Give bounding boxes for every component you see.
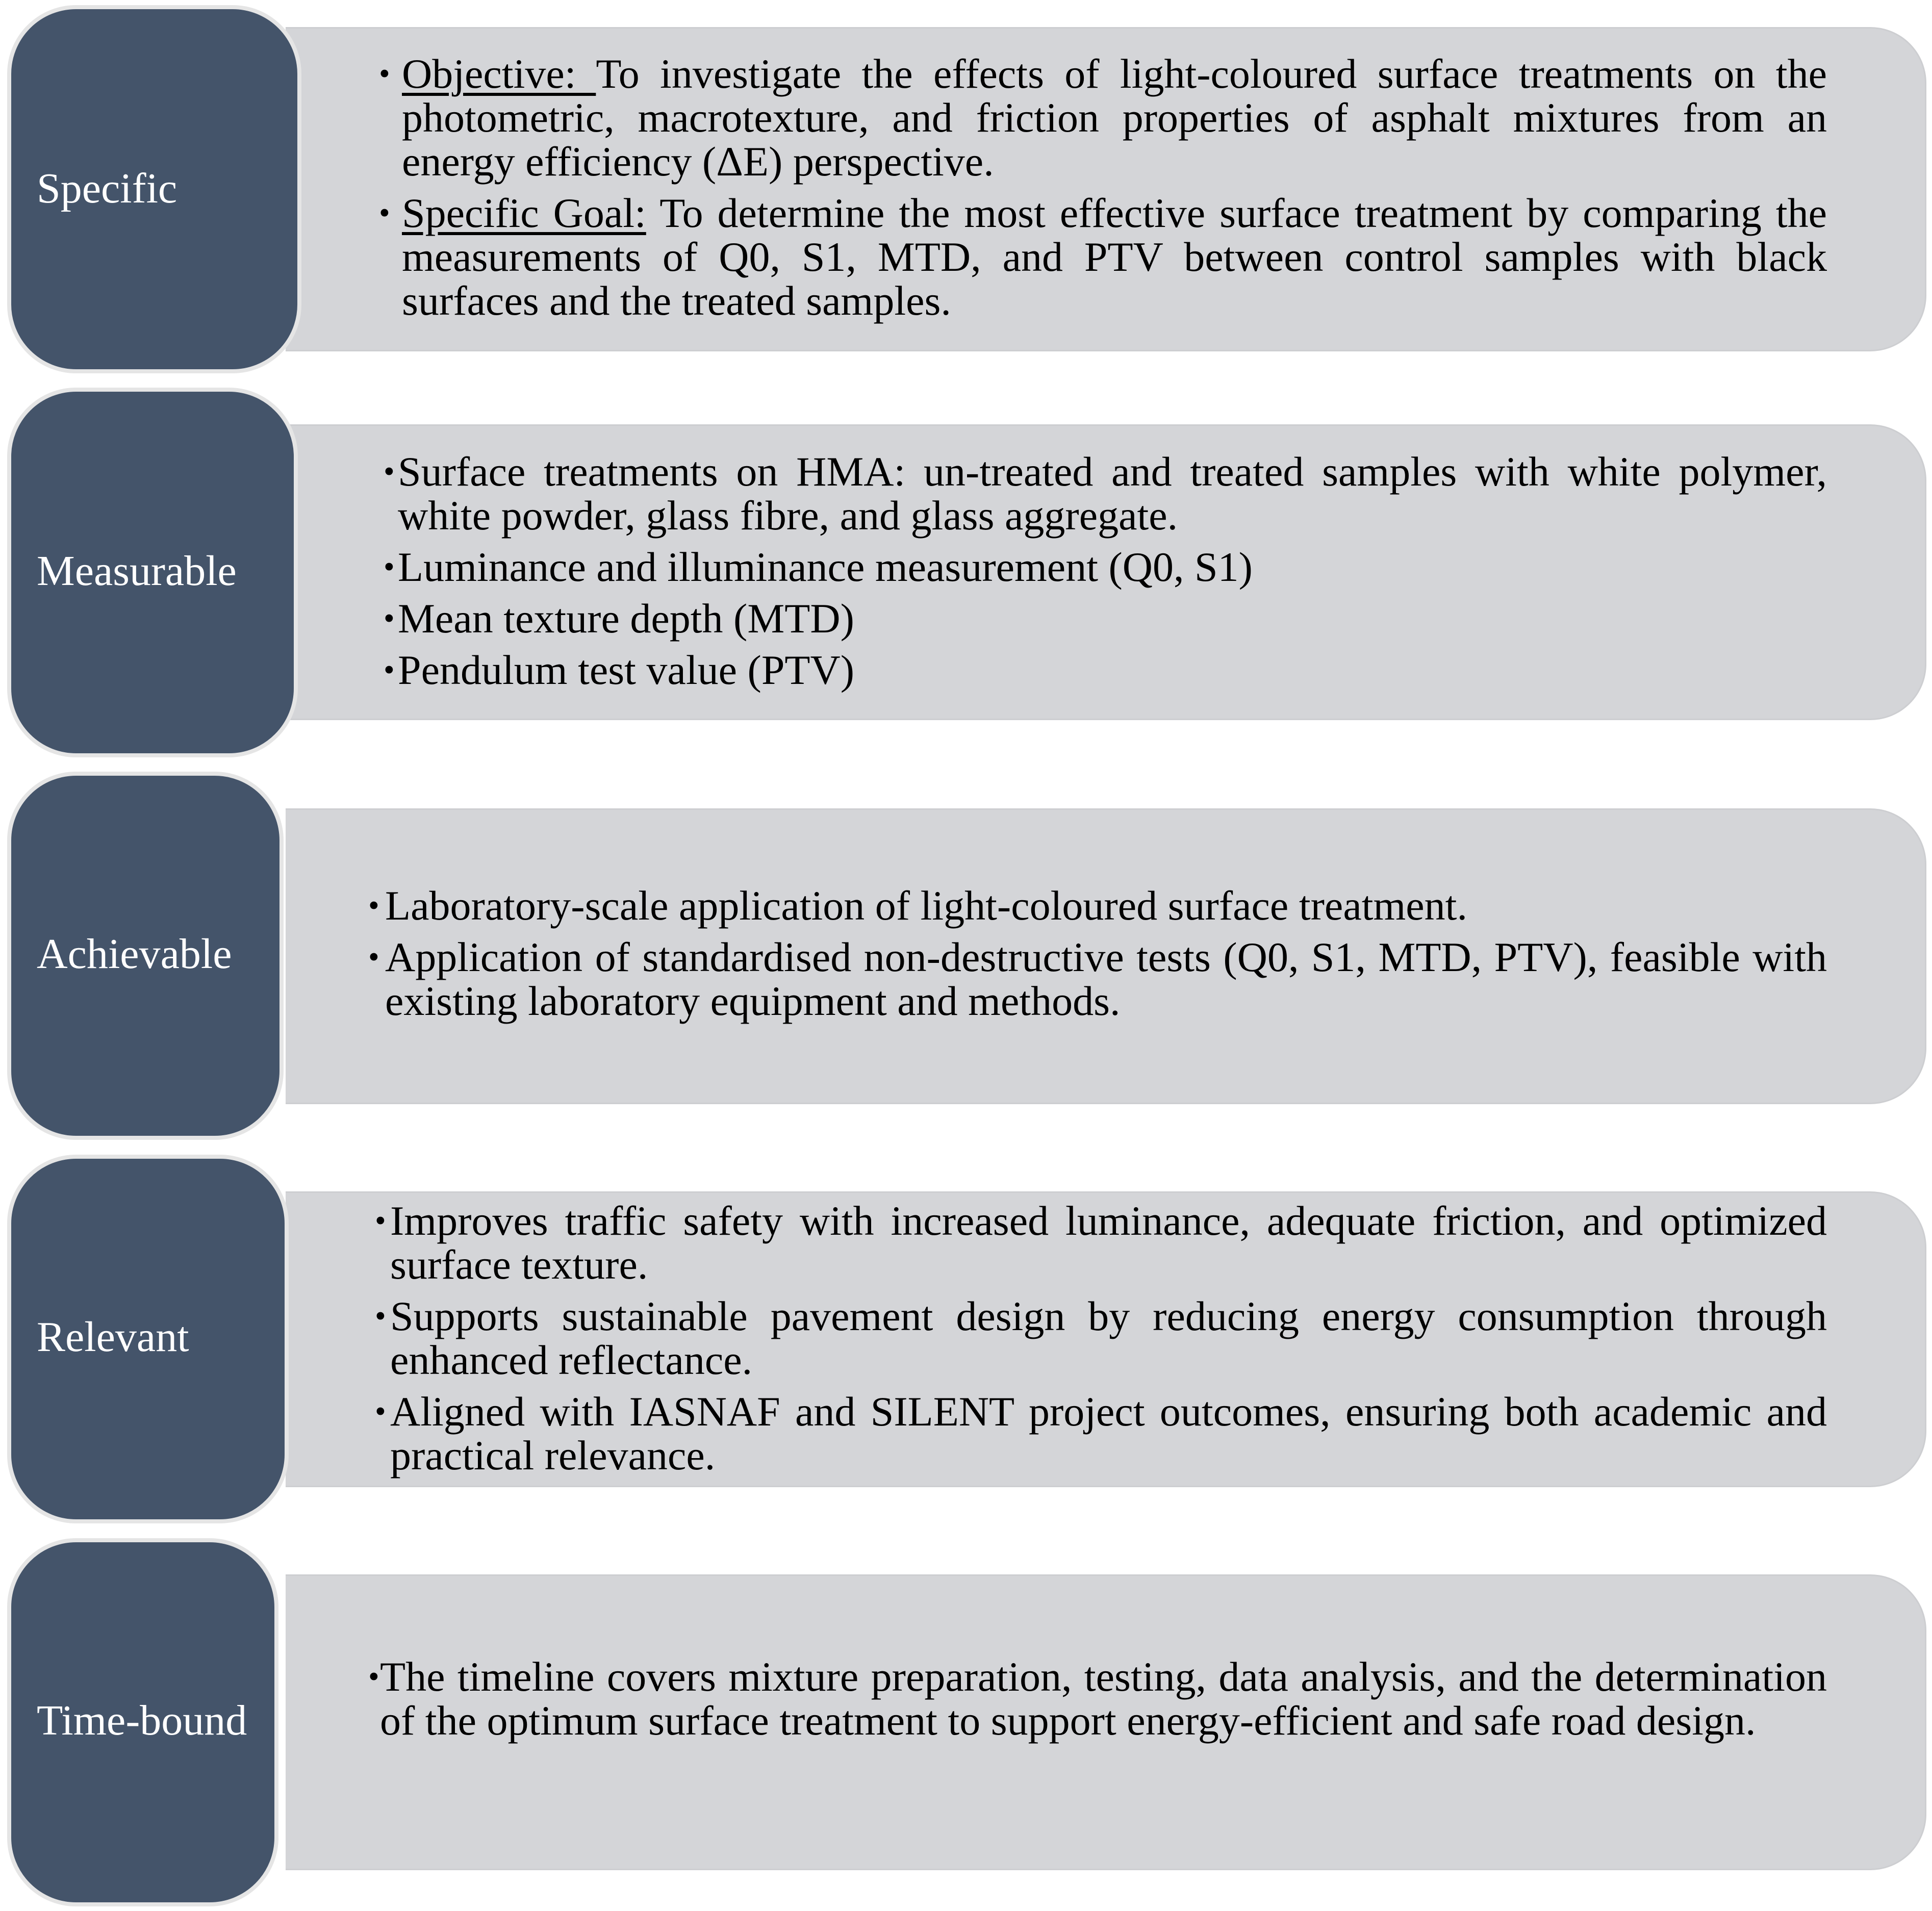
bullet-icon: •: [368, 1660, 379, 1694]
list-item-text: The timeline covers mixture preparation, testing, data analysis, and the determination of the optimum surface treatment to support energy-efficient and safe road design.: [380, 1653, 1827, 1744]
bullet-icon: •: [379, 57, 390, 91]
objective-heading: Objective:: [402, 50, 596, 97]
bullet-icon: •: [368, 888, 379, 923]
list-item: [375, 1197, 1827, 1288]
list-item: [368, 1653, 1827, 1744]
measurable-label: Measurable: [37, 547, 237, 595]
list-item: [384, 647, 1827, 693]
bullet-icon: •: [384, 601, 395, 636]
list-item-text: Mean texture depth (MTD): [398, 595, 854, 642]
list-item-text: Luminance and illuminance measurement (Q0, S1): [398, 544, 1253, 590]
bullet-icon: •: [384, 653, 395, 687]
list-item: [368, 934, 1827, 1024]
list-item-text: Pendulum test value (PTV): [398, 647, 855, 693]
specific-label: Specific: [37, 165, 177, 212]
list-item: [384, 544, 1827, 590]
list-item: [379, 50, 1827, 185]
list-item: [384, 595, 1827, 642]
bullet-icon: •: [375, 1394, 386, 1429]
list-item: [384, 448, 1827, 539]
list-item: [375, 1293, 1827, 1383]
list-item-text: Supports sustainable pavement design by reducing energy consumption through enhanced reflectance.: [390, 1293, 1827, 1383]
bullet-icon: •: [384, 454, 395, 489]
list-item-text: Aligned with IASNAF and SILENT project outcomes, ensuring both academic and practical relevance.: [390, 1388, 1827, 1479]
list-item-text: Improves traffic safety with increased luminance, adequate friction, and optimized surface texture.: [390, 1197, 1827, 1288]
list-item: [379, 190, 1838, 324]
objective-text: To investigate the effects of light-coloured surface treatments on the photometric, macrotexture, and friction properties of asphalt mixtures from an energy efficiency (ΔE) perspective.: [402, 50, 1827, 185]
specific-bullet-list: [379, 50, 1838, 330]
bullet-icon: •: [375, 1299, 386, 1334]
relevant-bullet-list: [375, 1197, 1827, 1485]
specific-goal-heading: Specific Goal:: [402, 190, 646, 236]
bullet-icon: •: [379, 196, 390, 231]
specific-goal-text: To determine the most effective surface treatment by comparing the measurements of Q0, S1, MTD, and PTV between control samples with black surfaces and the treated samples.: [402, 190, 1838, 324]
bullet-icon: •: [375, 1204, 386, 1238]
relevant-label: Relevant: [37, 1313, 189, 1361]
list-item-text: Surface treatments on HMA: un-treated and treated samples with white polymer, white powder, glass fibre, and glass aggregate.: [398, 448, 1827, 539]
list-item: [375, 1388, 1827, 1479]
achievable-label: Achievable: [37, 930, 232, 978]
list-item: [368, 882, 1827, 929]
achievable-bullet-list: [368, 882, 1827, 1031]
list-item-text: Application of standardised non-destructive tests (Q0, S1, MTD, PTV), feasible with existing laboratory equipment and methods.: [385, 934, 1827, 1024]
time-bound-label: Time-bound: [37, 1697, 247, 1744]
bullet-icon: •: [384, 550, 395, 584]
measurable-bullet-list: [384, 448, 1827, 700]
time-bound-bullet-list: [368, 1653, 1827, 1750]
list-item-text: Laboratory-scale application of light-coloured surface treatment.: [385, 882, 1467, 929]
bullet-icon: •: [368, 940, 379, 975]
